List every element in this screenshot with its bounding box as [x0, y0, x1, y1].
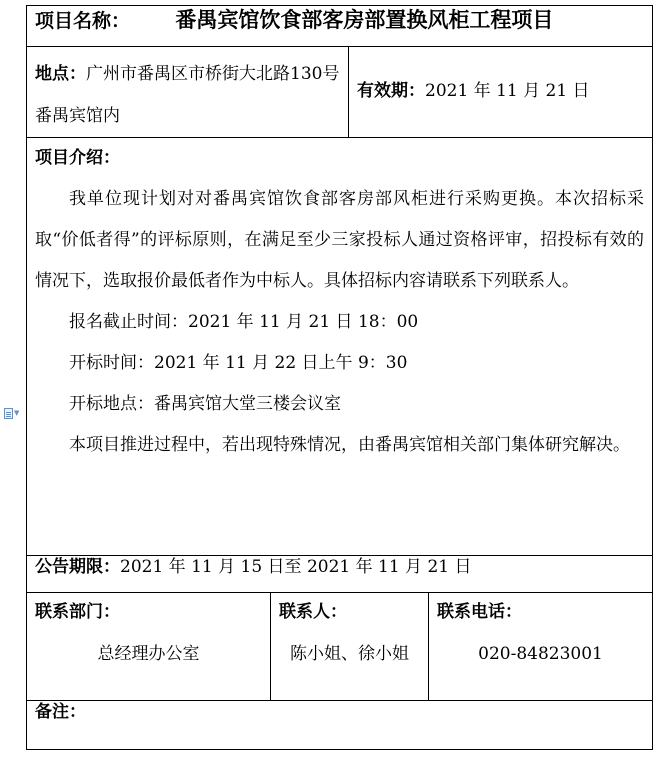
contact-phone-label: 联系电话：: [437, 602, 522, 622]
intro-row: [27, 138, 653, 556]
period-label: 公告期限：: [35, 557, 120, 577]
contact-dept-cell: [27, 593, 271, 701]
document-glyph-icon: [4, 408, 13, 419]
announcement-table: [26, 5, 653, 750]
contact-row: [27, 593, 653, 701]
remarks-cell: [27, 701, 653, 750]
title-cell: [27, 6, 653, 47]
validity-value: 2021 年 11 月 21 日: [425, 81, 590, 102]
contact-dept-value: 总经理办公室: [97, 644, 200, 664]
project-name-label: 项目名称：: [35, 10, 131, 32]
contact-dept-label: 联系部门：: [35, 602, 120, 622]
chevron-down-icon: ▼: [14, 409, 20, 417]
contact-phone-cell: [429, 593, 653, 701]
special-case-paragraph: 本项目推进过程中，若出现特殊情况，由番禺宾馆相关部门集体研究解决。: [69, 435, 630, 455]
opening-time: 开标时间：2021 年 11 月 22 日上午 9：30: [69, 353, 408, 373]
contact-person-label: 联系人：: [279, 602, 347, 622]
opening-place: 开标地点：番禺宾馆大堂三楼会议室: [69, 394, 341, 414]
intro-paragraph: 我单位现计划对对番禺宾馆饮食部客房部风柜进行采购更换。本次招标采取“价低者得”的评标原则，在满足至少三家投标人通过资格评审，招投标有效的情况下，选取报价最低者作为中标人。具体招标内容请联系下列联系人。: [35, 189, 645, 291]
contact-phone-value: 020-84823001: [478, 644, 603, 664]
location-row: [27, 47, 653, 138]
location-cell: [27, 47, 349, 138]
remarks-label: 备注：: [35, 702, 86, 722]
contact-person-cell: [271, 593, 429, 701]
intro-cell: [27, 138, 653, 556]
document-icon[interactable]: [4, 406, 26, 420]
period-row: [27, 556, 653, 593]
intro-label: 项目介绍：: [35, 148, 120, 168]
title-row: [27, 6, 653, 47]
contact-person-value: 陈小姐、徐小姐: [290, 644, 409, 664]
remarks-row: [27, 701, 653, 750]
validity-cell: [349, 47, 653, 138]
location-label: 地点：: [35, 64, 86, 84]
project-name-value: 番禺宾馆饮食部客房部置换风柜工程项目: [175, 8, 554, 32]
location-value: 广州市番禺区市桥街大北路130号番禺宾馆内: [35, 64, 340, 126]
registration-deadline: 报名截止时间：2021 年 11 月 21 日 18：00: [69, 312, 419, 332]
period-cell: [27, 556, 653, 593]
validity-label: 有效期：: [357, 81, 425, 102]
period-value: 2021 年 11 月 15 日至 2021 年 11 月 21 日: [120, 557, 472, 577]
